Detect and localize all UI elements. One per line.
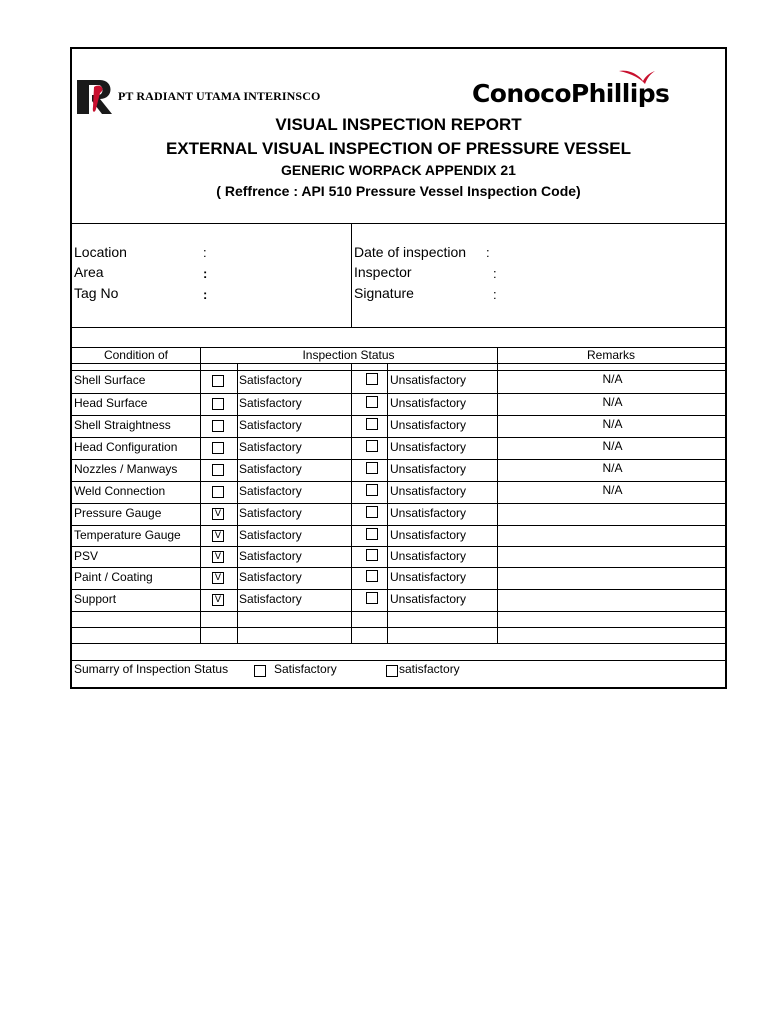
tag-no-colon: :: [203, 287, 208, 302]
inspector-label: Inspector: [354, 264, 412, 280]
satisfactory-label: Satisfactory: [239, 484, 302, 498]
unsatisfactory-label: Unsatisfactory: [390, 484, 467, 498]
unsatisfactory-checkbox[interactable]: [366, 506, 378, 518]
row-line: [72, 525, 725, 526]
remarks-value: N/A: [602, 372, 623, 386]
satisfactory-checkbox[interactable]: [212, 551, 224, 563]
column-line: [200, 347, 201, 643]
condition-label: Head Surface: [74, 396, 148, 410]
unsatisfactory-checkbox[interactable]: [366, 528, 378, 540]
report-title: VISUAL INSPECTION REPORT: [275, 115, 522, 134]
row-line: [72, 643, 725, 644]
company-name: PT RADIANT UTAMA INTERINSCO: [118, 89, 321, 103]
remarks-value: N/A: [602, 461, 623, 475]
appendix-label: GENERIC WORPACK APPENDIX 21: [281, 162, 516, 178]
reference-label: ( Reffrence : API 510 Pressure Vessel Inspection Code): [216, 183, 581, 199]
condition-label: Support: [74, 592, 117, 606]
row-line: [72, 611, 725, 612]
summary-unsatisfactory-checkbox[interactable]: [386, 665, 398, 677]
remarks-value: N/A: [602, 417, 623, 431]
unsatisfactory-label: Unsatisfactory: [390, 506, 467, 520]
header-condition: Condition of: [103, 348, 169, 362]
unsatisfactory-label: Unsatisfactory: [390, 528, 467, 542]
satisfactory-checkbox[interactable]: [212, 464, 224, 476]
unsatisfactory-label: Unsatisfactory: [390, 396, 467, 410]
satisfactory-checkbox[interactable]: [212, 530, 224, 542]
satisfactory-label: Satisfactory: [239, 592, 302, 606]
satisfactory-checkbox[interactable]: [212, 442, 224, 454]
condition-label: Temperature Gauge: [74, 528, 181, 542]
row-line: [72, 627, 725, 628]
satisfactory-label: Satisfactory: [239, 570, 302, 584]
row-line: [72, 546, 725, 547]
remarks-value: N/A: [602, 395, 623, 409]
row-line: [72, 567, 725, 568]
satisfactory-checkbox[interactable]: [212, 486, 224, 498]
condition-label: Weld Connection: [74, 484, 166, 498]
condition-label: Pressure Gauge: [74, 506, 162, 520]
conocophillips-logo: [472, 75, 727, 111]
location-label: Location: [74, 244, 127, 260]
condition-label: Paint / Coating: [74, 570, 153, 584]
unsatisfactory-checkbox[interactable]: [366, 592, 378, 604]
area-label: Area: [74, 264, 104, 280]
condition-label: Shell Straightness: [74, 418, 171, 432]
unsatisfactory-label: Unsatisfactory: [390, 592, 467, 606]
unsatisfactory-checkbox[interactable]: [366, 373, 378, 385]
satisfactory-checkbox[interactable]: [212, 508, 224, 520]
summary-label: Sumarry of Inspection Status: [74, 662, 229, 676]
unsatisfactory-label: Unsatisfactory: [390, 462, 467, 476]
row-line: [72, 503, 725, 504]
location-colon: :: [203, 245, 207, 260]
radiant-logo-icon: [76, 79, 118, 115]
summary-line: [72, 660, 725, 661]
report-header: [72, 49, 725, 224]
condition-label: PSV: [74, 549, 99, 563]
client-logo-text: ConocoPhillips: [472, 79, 670, 108]
date-colon: :: [486, 245, 490, 260]
satisfactory-checkbox[interactable]: [212, 572, 224, 584]
unsatisfactory-checkbox[interactable]: [366, 549, 378, 561]
unsatisfactory-checkbox[interactable]: [366, 484, 378, 496]
inspection-report-form: [70, 47, 727, 689]
area-colon: :: [203, 266, 208, 281]
satisfactory-label: Satisfactory: [239, 528, 302, 542]
satisfactory-label: Satisfactory: [239, 373, 302, 387]
satisfactory-label: Satisfactory: [239, 396, 302, 410]
header-remarks: Remarks: [586, 348, 635, 362]
satisfactory-label: Satisfactory: [239, 418, 302, 432]
date-label: Date of inspection: [354, 244, 467, 260]
row-line: [72, 437, 725, 438]
satisfactory-label: Satisfactory: [239, 549, 302, 563]
unsatisfactory-label: Unsatisfactory: [390, 418, 467, 432]
row-line: [72, 370, 725, 371]
check-mark-icon: V: [214, 552, 222, 562]
row-line: [72, 481, 725, 482]
row-line: [72, 393, 725, 394]
condition-label: Shell Surface: [74, 373, 146, 387]
satisfactory-label: Satisfactory: [239, 462, 302, 476]
check-mark-icon: V: [214, 509, 222, 519]
condition-label: Nozzles / Manways: [74, 462, 178, 476]
unsatisfactory-label: Unsatisfactory: [390, 549, 467, 563]
satisfactory-label: Satisfactory: [239, 440, 302, 454]
condition-label: Head Configuration: [74, 440, 178, 454]
unsatisfactory-checkbox[interactable]: [366, 440, 378, 452]
row-line: [72, 459, 725, 460]
satisfactory-checkbox[interactable]: [212, 594, 224, 606]
unsatisfactory-checkbox[interactable]: [366, 462, 378, 474]
check-mark-icon: V: [214, 573, 222, 583]
satisfactory-checkbox[interactable]: [212, 420, 224, 432]
satisfactory-checkbox[interactable]: [212, 398, 224, 410]
check-mark-icon: V: [214, 531, 222, 541]
signature-label: Signature: [354, 285, 414, 301]
remarks-value: N/A: [602, 483, 623, 497]
summary-satisfactory-label: Satisfactory: [274, 662, 337, 676]
summary-unsatisfactory-label: satisfactory: [399, 662, 460, 676]
unsatisfactory-label: Unsatisfactory: [390, 440, 467, 454]
row-line: [72, 415, 725, 416]
column-line: [351, 363, 352, 643]
info-divider: [351, 223, 352, 327]
header-bottom-line: [72, 363, 725, 364]
satisfactory-checkbox[interactable]: [212, 375, 224, 387]
check-mark-icon: V: [214, 595, 222, 605]
row-line: [72, 589, 725, 590]
summary-satisfactory-checkbox[interactable]: [254, 665, 266, 677]
column-line: [237, 363, 238, 643]
remarks-value: N/A: [602, 439, 623, 453]
inspector-colon: :: [493, 266, 497, 281]
signature-colon: :: [493, 287, 497, 302]
column-line: [497, 347, 498, 643]
satisfactory-label: Satisfactory: [239, 506, 302, 520]
unsatisfactory-checkbox[interactable]: [366, 418, 378, 430]
unsatisfactory-checkbox[interactable]: [366, 570, 378, 582]
inspection-info: [72, 223, 725, 328]
header-inspection-status: Inspection Status: [302, 348, 395, 362]
unsatisfactory-label: Unsatisfactory: [390, 570, 467, 584]
tag-no-label: Tag No: [74, 285, 119, 301]
report-subtitle: EXTERNAL VISUAL INSPECTION OF PRESSURE VESSEL: [165, 139, 632, 158]
unsatisfactory-label: Unsatisfactory: [390, 373, 467, 387]
column-line: [387, 363, 388, 643]
unsatisfactory-checkbox[interactable]: [366, 396, 378, 408]
